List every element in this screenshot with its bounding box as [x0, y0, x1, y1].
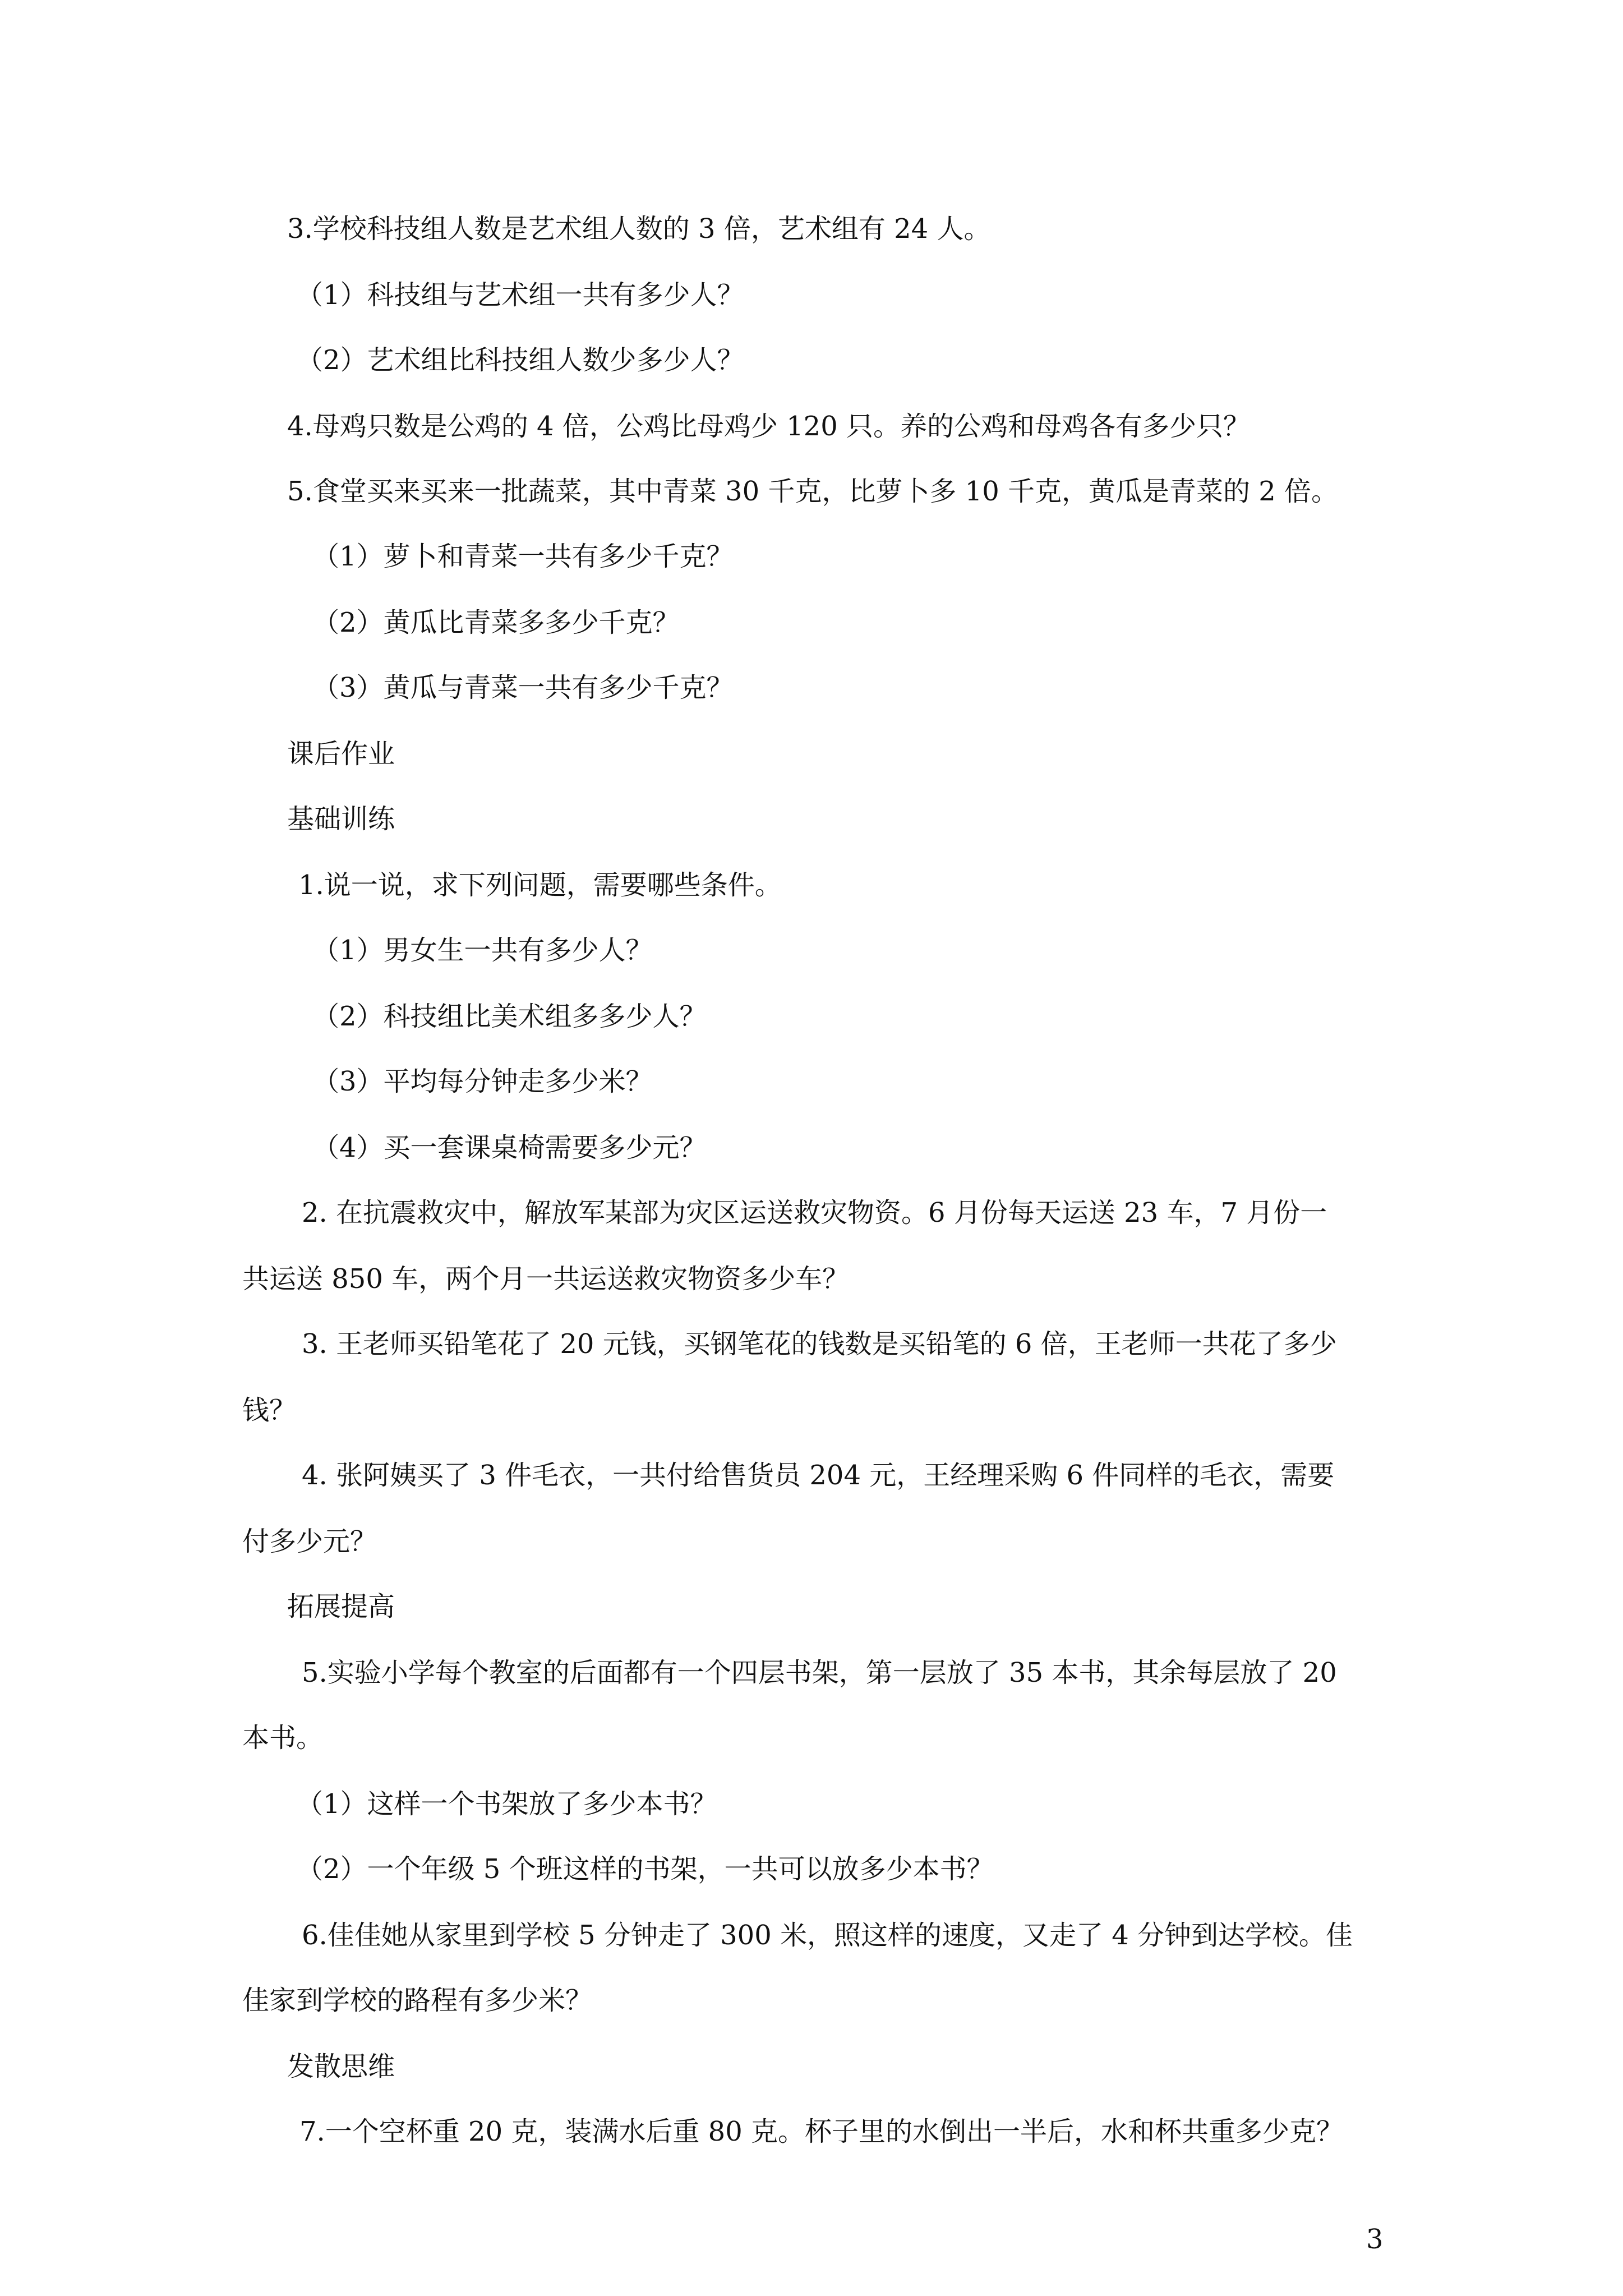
problem-5-question-1: （1）萝卜和青菜一共有多少千克？	[312, 541, 734, 572]
section-heading-homework: 课后作业	[287, 738, 395, 770]
divergent-problem-7-statement: 7.一个空杯重 20 克，装满水后重 80 克。杯子里的水倒出一半后，水和杯共重多少克？	[299, 2116, 1343, 2147]
basic-problem-1-item-1: （1）男女生一共有多少人？	[312, 935, 653, 966]
basic-problem-1-item-3: （3）平均每分钟走多少米？	[312, 1066, 653, 1097]
extension-problem-5-question-1: （1）这样一个书架放了多少本书？	[296, 1788, 717, 1820]
section-heading-basic-training: 基础训练	[287, 803, 395, 835]
basic-problem-1-item-2: （2）科技组比美术组多多少人？	[312, 1001, 707, 1032]
section-heading-extension: 拓展提高	[287, 1591, 395, 1622]
basic-problem-3-line-1: 3. 王老师买铅笔花了 20 元钱，买钢笔花的钱数是买铅笔的 6 倍，王老师一共花了多少	[302, 1328, 1337, 1360]
problem-5-question-2: （2）黄瓜比青菜多多少千克？	[312, 607, 680, 638]
extension-problem-5-question-2: （2）一个年级 5 个班这样的书架，一共可以放多少本书？	[296, 1853, 994, 1885]
basic-problem-2-line-1: 2. 在抗震救灾中，解放军某部为灾区运送救灾物资。6 月份每天运送 23 车，7 月份一	[302, 1197, 1327, 1228]
extension-problem-5-line-1: 5.实验小学每个教室的后面都有一个四层书架，第一层放了 35 本书，其余每层放了 20	[302, 1657, 1337, 1688]
problem-5-statement: 5.食堂买来买来一批蔬菜，其中青菜 30 千克，比萝卜多 10 千克，黄瓜是青菜的 2 倍。	[287, 476, 1339, 507]
basic-problem-2-line-2: 共运送 850 车，两个月一共运送救灾物资多少车？	[242, 1263, 850, 1295]
extension-problem-5-line-2: 本书。	[242, 1722, 324, 1754]
problem-3-question-2: （2）艺术组比科技组人数少多少人？	[296, 344, 744, 376]
basic-problem-4-line-1: 4. 张阿姨买了 3 件毛衣，一共付给售货员 204 元，王经理采购 6 件同样的毛衣，需要	[302, 1460, 1335, 1491]
section-heading-divergent-thinking: 发散思维	[287, 2051, 395, 2082]
basic-problem-1-item-4: （4）买一套课桌椅需要多少元？	[312, 1132, 707, 1163]
page-number: 3	[1366, 2224, 1384, 2255]
extension-problem-6-line-1: 6.佳佳她从家里到学校 5 分钟走了 300 米，照这样的速度，又走了 4 分钟到达学校。佳	[302, 1920, 1353, 1951]
basic-problem-1-statement: 1.说一说，求下列问题，需要哪些条件。	[298, 869, 782, 901]
problem-5-question-3: （3）黄瓜与青菜一共有多少千克？	[312, 672, 734, 703]
basic-problem-4-line-2: 付多少元？	[242, 1526, 377, 1557]
extension-problem-6-line-2: 佳家到学校的路程有多少米？	[242, 1985, 593, 2016]
problem-4-statement: 4.母鸡只数是公鸡的 4 倍，公鸡比母鸡少 120 只。养的公鸡和母鸡各有多少只？	[287, 411, 1250, 442]
problem-3-question-1: （1）科技组与艺术组一共有多少人？	[296, 279, 744, 311]
basic-problem-3-line-2: 钱？	[242, 1395, 297, 1426]
problem-3-statement: 3.学校科技组人数是艺术组人数的 3 倍，艺术组有 24 人。	[287, 213, 991, 245]
